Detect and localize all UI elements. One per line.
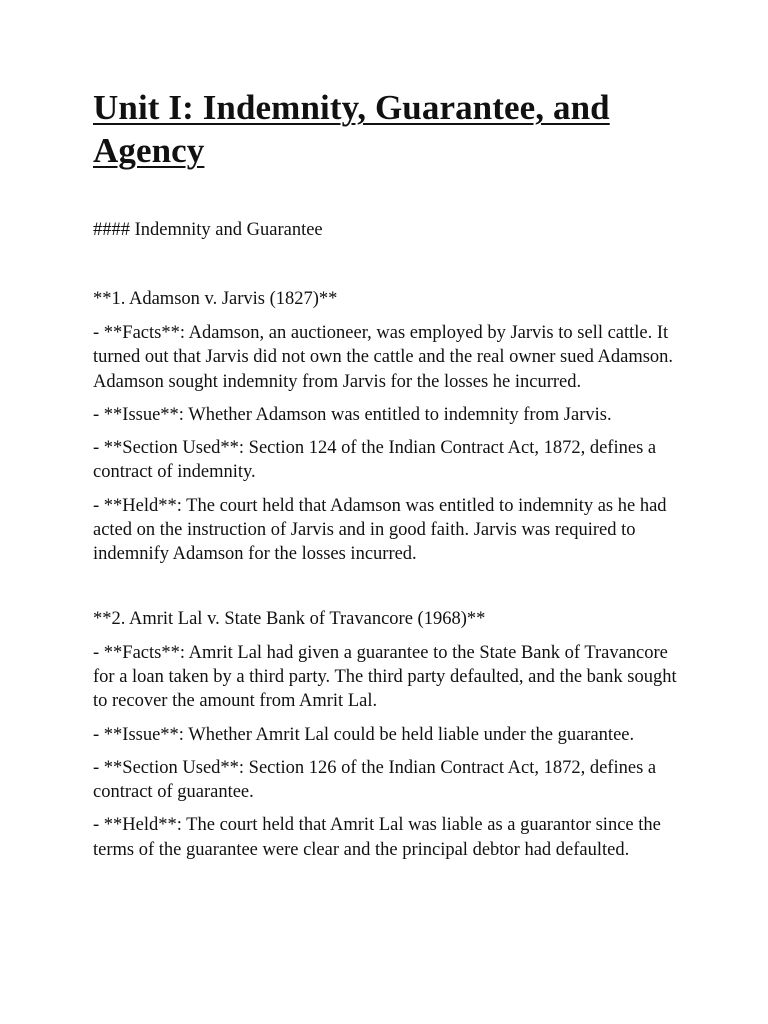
case-held: - **Held**: The court held that Amrit Lal was liable as a guarantor since the terms of the guarantee were clear and the principal debtor had defaulted. <box>93 815 661 860</box>
document-page <box>93 86 693 871</box>
case-facts: - **Facts**: Adamson, an auctioneer, was employed by Jarvis to sell cattle. It turned out that Jarvis did not own the cattle and the real owner sued Adamson. Adamson sought indemnity from Jarvis for the losses he incurred. <box>93 323 674 392</box>
case-issue: - **Issue**: Whether Adamson was entitled to indemnity from Jarvis. <box>93 404 612 425</box>
case-block <box>93 287 693 567</box>
case-issue: - **Issue**: Whether Amrit Lal could be held liable under the guarantee. <box>93 724 635 745</box>
case-section-used: - **Section Used**: Section 124 of the Indian Contract Act, 1872, defines a contract of indemnity. <box>93 438 657 483</box>
case-facts: - **Facts**: Amrit Lal had given a guarantee to the State Bank of Travancore for a loan taken by a third party. The third party defaulted, and the bank sought to recover the amount from Amrit Lal. <box>93 642 677 712</box>
case-block <box>93 607 693 862</box>
case-title: **1. Adamson v. Jarvis (1827)** <box>93 289 338 309</box>
case-section-used: - **Section Used**: Section 126 of the Indian Contract Act, 1872, defines a contract of guarantee. <box>93 757 657 803</box>
case-held: - **Held**: The court held that Adamson was entitled to indemnity as he had acted on the instruction of Jarvis and in good faith. Jarvis was required to indemnify Adamson for the losses incurred. <box>93 495 667 565</box>
document-title: Unit I: Indemnity, Guarantee, and Agency <box>93 88 610 170</box>
section-heading: #### Indemnity and Guarantee <box>93 220 323 240</box>
case-title: **2. Amrit Lal v. State Bank of Travancore (1968)** <box>93 608 486 629</box>
